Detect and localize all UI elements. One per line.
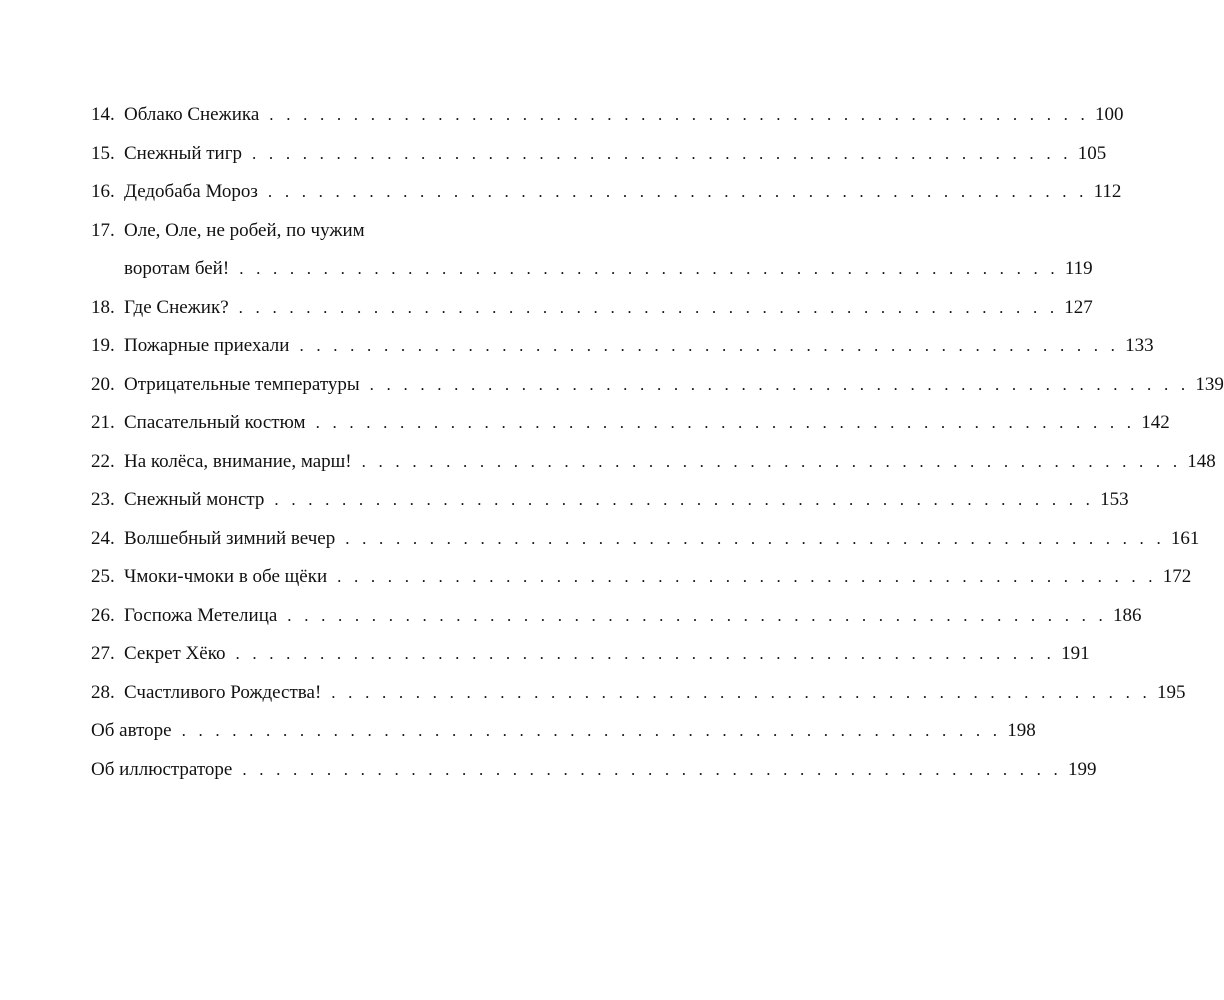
toc-entry-page: 172 [1162,566,1192,587]
toc-entry-title: Спасательный костюм [124,412,306,433]
toc-entry-number: 21. [91,412,115,433]
toc-entry-title: Волшебный зимний вечер [124,527,336,549]
toc-dot-leader: . . . . . . . . . . . . . . . . . . . . . . . . . . . . . . . . . . . . . . . . . . . . . . . . . [331,682,1151,702]
toc-entry-title: Облако Снежика [124,104,260,125]
toc-dot-leader: . . . . . . . . . . . . . . . . . . . . . . . . . . . . . . . . . . . . . . . . . . . . . . . . . [181,721,1002,740]
toc-entry-number: 14. [91,104,115,125]
toc-entry-page: 119 [1064,258,1093,279]
toc-entry-title: Чмоки-чмоки в обе щёки [124,566,328,587]
toc-entry-page: 198 [1007,720,1036,741]
toc-entry-number: 15. [91,142,115,164]
toc-entry-page: 199 [1068,758,1097,780]
toc-entry-number: 26. [91,604,115,626]
toc-entry-number: 24. [91,527,115,549]
toc-entry-page: 112 [1093,181,1122,202]
toc-entry-17-line-2 [91,250,1093,289]
toc-entry-title: Снежный монстр [124,489,265,510]
toc-entry-page: 186 [1112,604,1142,626]
toc-entry-24 [91,520,1200,559]
toc-dot-leader: . . . . . . . . . . . . . . . . . . . . . . . . . . . . . . . . . . . . . . . . . . . . . . . . . [315,413,1136,432]
toc-entry-20 [91,366,1224,405]
toc-entry-number: 17. [91,219,115,241]
toc-entry-number: 25. [91,566,115,587]
toc-entry-title: Счастливого Рождества! [124,681,322,703]
toc-entry-about-author [91,712,1036,751]
toc-entry-17-line-1 [91,212,510,251]
toc-entry-page: 105 [1077,142,1107,164]
toc-dot-leader: . . . . . . . . . . . . . . . . . . . . . . . . . . . . . . . . . . . . . . . . . . . . . . . . . [345,528,1165,548]
toc-entry-page: 100 [1094,104,1124,125]
toc-entry-page: 127 [1064,296,1093,318]
toc-entry-27 [91,635,1090,674]
toc-dot-leader: . . . . . . . . . . . . . . . . . . . . . . . . . . . . . . . . . . . . . . . . . . . . . . . . . [361,451,1182,471]
toc-entry-page: 139 [1195,373,1224,395]
toc-entry-22 [91,443,1216,482]
toc-entry-18 [91,289,1093,328]
toc-entry-16 [91,173,1122,212]
toc-entry-about-illustrator [91,751,1097,790]
toc-entry-title: Об авторе [91,720,172,741]
toc-entry-title: Отрицательные температуры [124,373,360,395]
toc-entry-page: 153 [1100,489,1129,510]
toc-entry-number: 20. [91,373,115,395]
toc-dot-leader: . . . . . . . . . . . . . . . . . . . . . . . . . . . . . . . . . . . . . . . . . . . . . . . . . [252,143,1072,163]
toc-entry-number: 19. [91,335,115,356]
toc-entry-number: 22. [91,450,115,472]
toc-entry-23 [91,481,1129,520]
toc-dot-leader: . . . . . . . . . . . . . . . . . . . . . . . . . . . . . . . . . . . . . . . . . . . . . . . . . [369,374,1190,394]
toc-entry-title: Оле, Оле, не робей, по чужим [124,219,365,241]
toc-entry-28 [91,674,1186,713]
toc-entry-15 [91,135,1107,174]
toc-dot-leader: . . . . . . . . . . . . . . . . . . . . . . . . . . . . . . . . . . . . . . . . . . . . . . . . . [269,105,1089,124]
toc-entry-page: 148 [1187,450,1216,472]
table-of-contents [91,96,1224,789]
toc-dot-leader: . . . . . . . . . . . . . . . . . . . . . . . . . . . . . . . . . . . . . . . . . . . . . . . . . [274,490,1095,509]
toc-entry-page: 191 [1061,643,1090,664]
toc-entry-21 [91,404,1170,443]
toc-dot-leader: . . . . . . . . . . . . . . . . . . . . . . . . . . . . . . . . . . . . . . . . . . . . . . . . . [239,259,1059,278]
toc-dot-leader: . . . . . . . . . . . . . . . . . . . . . . . . . . . . . . . . . . . . . . . . . . . . . . . . . [337,567,1157,586]
toc-entry-page: 161 [1170,527,1200,549]
toc-entry-26 [91,597,1142,636]
toc-entry-number: 27. [91,643,115,664]
toc-dot-leader: . . . . . . . . . . . . . . . . . . . . . . . . . . . . . . . . . . . . . . . . . . . . . . . . . [235,644,1056,663]
toc-entry-number: 28. [91,681,115,703]
toc-dot-leader: . . . . . . . . . . . . . . . . . . . . . . . . . . . . . . . . . . . . . . . . . . . . . . . . . [287,605,1107,625]
toc-dot-leader: . . . . . . . . . . . . . . . . . . . . . . . . . . . . . . . . . . . . . . . . . . . . . . . . . [242,759,1063,779]
toc-entry-number: 18. [91,296,115,318]
toc-entry-number: 16. [91,181,115,202]
toc-entry-title: Об иллюстраторе [91,758,233,780]
toc-entry-page: 195 [1156,681,1186,703]
toc-entry-title: Снежный тигр [124,142,243,164]
toc-entry-title: Госпожа Метелица [124,604,278,626]
toc-entry-page: 142 [1141,412,1170,433]
toc-entry-25 [91,558,1192,597]
toc-entry-title-continued: воротам бей! [124,258,230,279]
toc-entry-title: Пожарные приехали [124,335,290,356]
toc-entry-page: 133 [1125,335,1154,356]
toc-entry-title: Где Снежик? [124,296,229,318]
toc-entry-19 [91,327,1154,366]
toc-dot-leader: . . . . . . . . . . . . . . . . . . . . . . . . . . . . . . . . . . . . . . . . . . . . . . . . . [299,336,1120,355]
toc-entry-title: Дедобаба Мороз [124,181,258,202]
toc-entry-title: На колёса, внимание, марш! [124,450,352,472]
toc-entry-number: 23. [91,489,115,510]
toc-entry-14 [91,96,1124,135]
toc-dot-leader: . . . . . . . . . . . . . . . . . . . . . . . . . . . . . . . . . . . . . . . . . . . . . . . . . [267,182,1088,201]
toc-dot-leader: . . . . . . . . . . . . . . . . . . . . . . . . . . . . . . . . . . . . . . . . . . . . . . . . . [238,297,1059,317]
toc-entry-title: Секрет Хёко [124,643,226,664]
